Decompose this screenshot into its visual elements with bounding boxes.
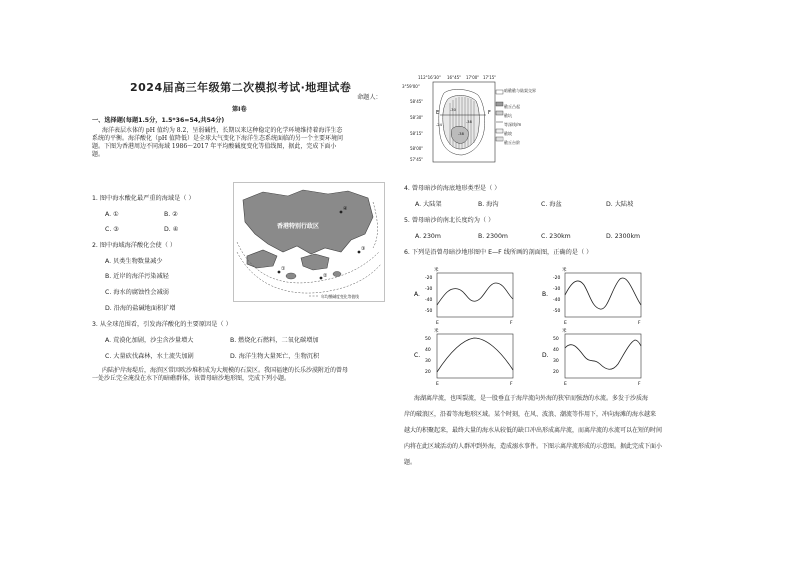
tick-label: -30 xyxy=(425,287,433,292)
map-point-1: ① xyxy=(281,266,286,272)
lat-label: 3°59'00" xyxy=(402,84,420,89)
q2-option-b[interactable]: B. 近岸的海洋污染减轻 xyxy=(105,273,169,280)
contour-label: -24 xyxy=(436,123,442,127)
passage-1 xyxy=(92,127,343,159)
profile-chart-c[interactable] xyxy=(410,326,520,388)
passage-line: 内陆护岸海堤后，海滨区常因吹沙堆积成为大规模的石炭区。我国福建的长乐沙漠附近的曾母 xyxy=(102,367,349,374)
part-heading: 一、选择题(每题1.5分，1.5*36=54,共54分) xyxy=(92,117,225,124)
q4-option-d[interactable]: D. 大陆坡 xyxy=(606,201,634,208)
question-5: 5. 曾母暗沙的南北长度约为（ ） xyxy=(404,217,495,224)
contour-label: -30 xyxy=(450,108,456,112)
q4-option-b[interactable]: B. 海沟 xyxy=(478,201,499,208)
chart-unit: 米 xyxy=(562,329,567,334)
section-f: F xyxy=(488,110,491,116)
chart-unit: 米 xyxy=(434,268,439,273)
q3-option-c[interactable]: C. 大量砍伐森林，水土流失加剧 xyxy=(105,353,194,360)
q1-option-d[interactable]: D. ④ xyxy=(164,226,179,233)
passage-line: 题。 xyxy=(404,459,417,466)
map-point-4: ④ xyxy=(343,206,348,212)
axis-label: F xyxy=(638,382,641,387)
passage-2 xyxy=(92,367,348,383)
axis-label: F xyxy=(510,382,513,387)
profile-chart-a[interactable] xyxy=(410,265,520,327)
tick-label: 40 xyxy=(425,348,431,353)
q2-option-a[interactable]: A. 贝类生物数量减少 xyxy=(105,258,163,265)
lon-label: 16°45" xyxy=(447,75,462,80)
passage-line: 内将在此区域活动的人群冲到外海，造成溺水事件。下图示离岸流形成的示意图。据此完成下面小 xyxy=(404,443,663,450)
tick-label: -20 xyxy=(553,276,561,281)
passage-line: 系统的平衡。海洋酸化（pH 值降低）是全球大气变化下海洋生态系统面临的另一个主要环境问 xyxy=(92,135,343,142)
tick-label: -50 xyxy=(425,309,433,314)
tick-label: -40 xyxy=(553,298,561,303)
profile-line xyxy=(565,340,641,369)
axis-label: E xyxy=(564,321,567,326)
contour-label: -38 xyxy=(458,132,464,136)
hong-kong-ph-map xyxy=(233,182,385,302)
profile-chart-b[interactable] xyxy=(538,265,648,327)
tick-label: 40 xyxy=(553,348,559,353)
chart-letter: D. xyxy=(542,352,549,359)
lat-label: 58'00" xyxy=(410,146,424,151)
map2-legend xyxy=(504,88,536,93)
passage-3 xyxy=(404,391,662,471)
axis-label: E xyxy=(436,382,439,387)
passage-line: 岸的破浪区，沿着等海地形区域。某个时刻，在风、波浪、潮流等作用下，冲向海滩的海水越来 xyxy=(404,411,657,418)
question-4: 4. 曾母暗沙的海底地形类型是（ ） xyxy=(404,185,501,192)
map-point-3: ③ xyxy=(361,246,366,252)
profile-line xyxy=(437,338,513,372)
q5-option-d[interactable]: D. 2300km xyxy=(606,233,641,240)
q3-option-a[interactable]: A. 荒漠化加剧，沙尘含沙量增大 xyxy=(105,337,194,344)
section-label: 第Ⅰ卷 xyxy=(232,106,247,113)
passage-line: 越大的积聚起来，最终大量的海水从较低的缺口冲出形成离岸流，而离岸流的水流可以在短的时间 xyxy=(404,427,663,434)
tick-label: 20 xyxy=(553,370,559,375)
lat-label: 58'45" xyxy=(410,99,424,104)
map-legend-text: 年均酸碱度变化等值线 xyxy=(321,294,359,299)
tick-label: -30 xyxy=(553,287,561,292)
legend-item: 礁丘台阶 xyxy=(504,140,520,145)
tick-label: 20 xyxy=(425,370,431,375)
axis-label: F xyxy=(510,321,513,326)
q2-option-c[interactable]: C. 海水的腐蚀性会减弱 xyxy=(105,289,169,296)
passage-line: 海洋表层水体的 pH 值约为 8.2，呈弱碱性，长期以来这种稳定的化学环境维持着海洋生态 xyxy=(102,127,343,134)
tick-label: 50 xyxy=(425,337,431,342)
q1-option-b[interactable]: B. ② xyxy=(164,211,178,218)
lon-label: 112°16'30" xyxy=(418,75,441,80)
q1-option-c[interactable]: C. ③ xyxy=(105,226,119,233)
map-region-label: 香港特别行政区 xyxy=(277,223,320,230)
chart-unit: 米 xyxy=(562,268,567,273)
legend-item: 礁丘凸起 xyxy=(504,104,520,109)
legend-item: 礁坡 xyxy=(504,131,512,136)
section-e: E xyxy=(436,110,440,116)
profile-chart-d[interactable] xyxy=(538,326,648,388)
question-3: 3. 从全球范围看，引发海洋酸化的主要原因是（ ） xyxy=(92,321,232,328)
question-6: 6. 下列是沿曾母暗沙地形图中 E—F 线所画的剖面图，正确的是（ ） xyxy=(404,249,593,256)
legend-item: 等深线/m xyxy=(504,122,522,127)
zengmu-ansha-map xyxy=(400,73,518,165)
page-title: 2024届高三年级第二次模拟考试·地理试卷 xyxy=(130,81,352,94)
lat-label: 57'45" xyxy=(410,157,424,162)
q5-option-b[interactable]: B. 2300m xyxy=(478,233,508,240)
passage-line: 题。下图为香港周边不同海域 1986～2017 年平均酸碱度变化等值线图，据此，完成下面小 xyxy=(92,143,337,150)
tick-label: 30 xyxy=(553,359,559,364)
lon-label: 17'00" xyxy=(466,75,480,80)
q4-option-a[interactable]: A. 大陆架 xyxy=(415,201,442,208)
q3-option-b[interactable]: B. 燃烧化石燃料，二氧化碳增加 xyxy=(230,337,319,344)
tick-label: -50 xyxy=(553,309,561,314)
question-2: 2. 图中海域海洋酸化会使（ ） xyxy=(92,242,177,249)
q5-option-a[interactable]: A. 230m xyxy=(415,233,441,240)
axis-label: F xyxy=(638,321,641,326)
legend-item: 礁坑 xyxy=(504,113,512,118)
author-label: 命题人： xyxy=(357,94,382,101)
q1-option-a[interactable]: A. ① xyxy=(105,211,119,218)
profile-line xyxy=(437,283,513,305)
lat-label: 58'30" xyxy=(410,115,424,120)
passage-line: 海湖离岸流，也叫裂流，是一股垂直于海岸流向外海的狭窄而强劲的水流。多发于沙质海 xyxy=(414,395,649,402)
lon-label: 17'15" xyxy=(483,75,497,80)
chart-letter: A. xyxy=(414,291,420,298)
map2-legend xyxy=(504,102,521,147)
q2-option-d[interactable]: D. 沿海的盐碱地面积扩增 xyxy=(105,305,176,312)
q3-option-d[interactable]: D. 海洋生物大量死亡，生物沉积 xyxy=(230,353,320,360)
tick-label: -20 xyxy=(425,276,433,281)
q5-option-c[interactable]: C. 230km xyxy=(541,233,571,240)
axis-label: E xyxy=(436,321,439,326)
lat-label: 58'15" xyxy=(410,131,424,136)
tick-label: 50 xyxy=(553,337,559,342)
map-point-2: ② xyxy=(323,273,328,279)
question-1: 1. 图中海水酸化最严重的海域是（ ） xyxy=(92,195,195,202)
axis-label: E xyxy=(564,382,567,387)
profile-line xyxy=(565,278,641,309)
q4-option-c[interactable]: C. 海盆 xyxy=(541,201,562,208)
chart-letter: C. xyxy=(414,352,421,359)
tick-label: -40 xyxy=(425,298,433,303)
passage-line: 题。 xyxy=(92,151,105,158)
chart-unit: 米 xyxy=(434,329,439,334)
passage-line: 一处沙丘完全淹没在水下的暗礁群体，该曾母暗沙地形图，完成下列小题。 xyxy=(92,375,291,382)
legend-item: 暗礁礁与陆架交界 xyxy=(504,88,536,93)
chart-letter: B. xyxy=(542,291,549,298)
contour-label: -38 xyxy=(466,120,472,124)
tick-label: 30 xyxy=(425,359,431,364)
